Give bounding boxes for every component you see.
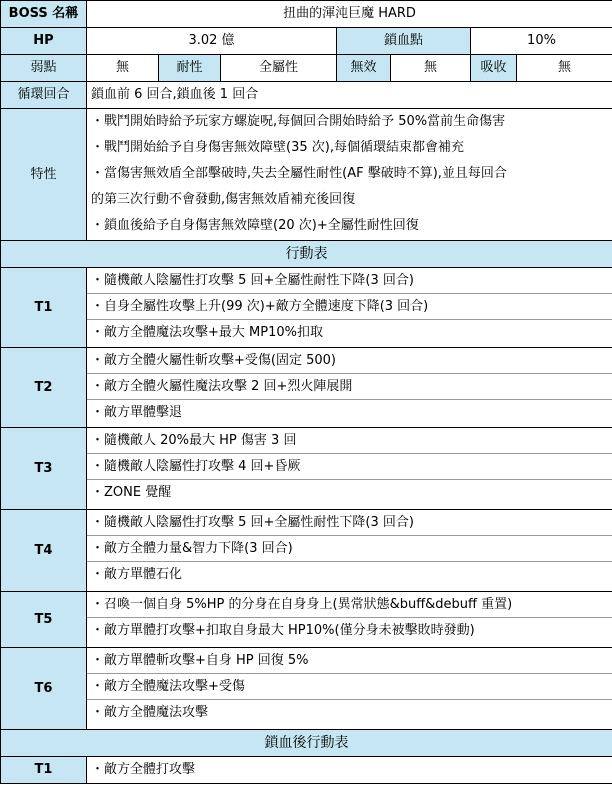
action-table-title: 行動表 <box>1 241 612 268</box>
weakness-row <box>1 55 612 82</box>
lock-action-title-row <box>1 730 612 757</box>
cycle-label: 循環回合 <box>1 82 87 109</box>
lock-point-value: 10% <box>471 28 612 55</box>
trait-line: ・鎖血後給予自身傷害無效障壁(20 次)+全屬性耐性回復 <box>91 218 419 233</box>
action-row-t1 <box>1 268 612 348</box>
boss-name-value: 扭曲的渾沌巨魔 HARD <box>87 1 612 28</box>
resist-value: 全屬性 <box>221 55 337 82</box>
immune-label: 無效 <box>337 55 391 82</box>
action-line: ・召喚一個自身 5%HP 的分身在自身身上(異常狀態&buff&debuff 重置) <box>87 592 612 618</box>
hp-row <box>1 28 612 55</box>
turn-label: T2 <box>1 348 87 428</box>
boss-name-row <box>1 1 612 28</box>
action-line: ・隨機敵人陰屬性打攻擊 4 回+昏厥 <box>87 454 612 480</box>
action-line: ・隨機敵人陰屬性打攻擊 5 回+全屬性耐性下降(3 回合) <box>87 510 612 536</box>
action-line: ・敵方全體魔法攻擊+最大 MP10%扣取 <box>91 325 323 340</box>
action-line: ・敵方單體石化 <box>91 567 183 582</box>
action-line: ・敵方全體火屬性魔法攻擊 2 回+烈火陣展開 <box>87 374 612 400</box>
action-title-row <box>1 241 612 268</box>
turn-label: T1 <box>1 757 87 784</box>
action-line: ・敵方全體魔法攻擊+受傷 <box>87 674 612 700</box>
boss-name-label: BOSS 名稱 <box>1 1 87 28</box>
lock-action-table-title: 鎖血後行動表 <box>1 730 612 757</box>
absorb-label: 吸收 <box>471 55 517 82</box>
action-row-t4 <box>1 510 612 592</box>
action-list <box>87 757 612 784</box>
turn-label: T1 <box>1 268 87 348</box>
action-line: ・隨機敵人 20%最大 HP 傷害 3 回 <box>87 428 612 454</box>
weakness-value: 無 <box>87 55 159 82</box>
trait-line: ・戰鬥開始時給予玩家方螺旋呪,每個回合開始時給予 50%當前生命傷害 <box>91 114 506 129</box>
absorb-value: 無 <box>517 55 612 82</box>
action-line: ・敵方全體打攻擊 <box>91 762 196 777</box>
action-list <box>87 648 612 730</box>
action-row-t6 <box>1 648 612 730</box>
trait-line: ・戰鬥開始給予自身傷害無效障壁(35 次),每個循環結束都會補充 <box>91 140 464 155</box>
trait-line: ・當傷害無效盾全部擊破時,失去全屬性耐性(AF 擊破時不算),並且每回合 <box>91 166 507 181</box>
action-line: ・敵方全體力量&智力下降(3 回合) <box>87 536 612 562</box>
cycle-row <box>1 82 612 109</box>
action-list <box>87 348 612 428</box>
action-line: ・隨機敵人陰屬性打攻擊 5 回+全屬性耐性下降(3 回合) <box>87 268 612 294</box>
hp-value: 3.02 億 <box>87 28 337 55</box>
turn-label: T3 <box>1 428 87 510</box>
action-list <box>87 268 612 348</box>
action-list <box>87 428 612 510</box>
hp-label: HP <box>1 28 87 55</box>
action-line: ・自身全屬性攻擊上升(99 次)+敵方全體速度下降(3 回合) <box>87 294 612 320</box>
turn-label: T5 <box>1 592 87 648</box>
turn-label: T4 <box>1 510 87 592</box>
resist-label: 耐性 <box>159 55 221 82</box>
traits-label: 特性 <box>1 109 87 241</box>
action-line: ・敵方單體打攻擊+扣取自身最大 HP10%(僅分身未被擊敗時發動) <box>91 623 475 638</box>
action-line: ・敵方單體擊退 <box>91 405 183 420</box>
turn-label: T6 <box>1 648 87 730</box>
action-list <box>87 510 612 592</box>
lock-point-label: 鎖血點 <box>337 28 471 55</box>
action-list <box>87 592 612 648</box>
traits-row <box>1 109 612 241</box>
trait-line: 的第三次行動不會發動,傷害無效盾補充後回復 <box>91 192 356 207</box>
action-line: ・敵方全體火屬性斬攻擊+受傷(固定 500) <box>87 348 612 374</box>
traits-list <box>87 109 612 241</box>
action-row-t2 <box>1 348 612 428</box>
action-line: ・敵方單體斬攻擊+自身 HP 回復 5% <box>87 648 612 674</box>
weakness-label: 弱點 <box>1 55 87 82</box>
action-line: ・ZONE 覺醒 <box>91 485 172 500</box>
immune-value: 無 <box>391 55 471 82</box>
cycle-value: 鎖血前 6 回合,鎖血後 1 回合 <box>87 82 612 109</box>
action-row-t5 <box>1 592 612 648</box>
lock-action-row-t1 <box>1 757 612 784</box>
action-line: ・敵方全體魔法攻擊 <box>91 705 209 720</box>
action-row-t3 <box>1 428 612 510</box>
